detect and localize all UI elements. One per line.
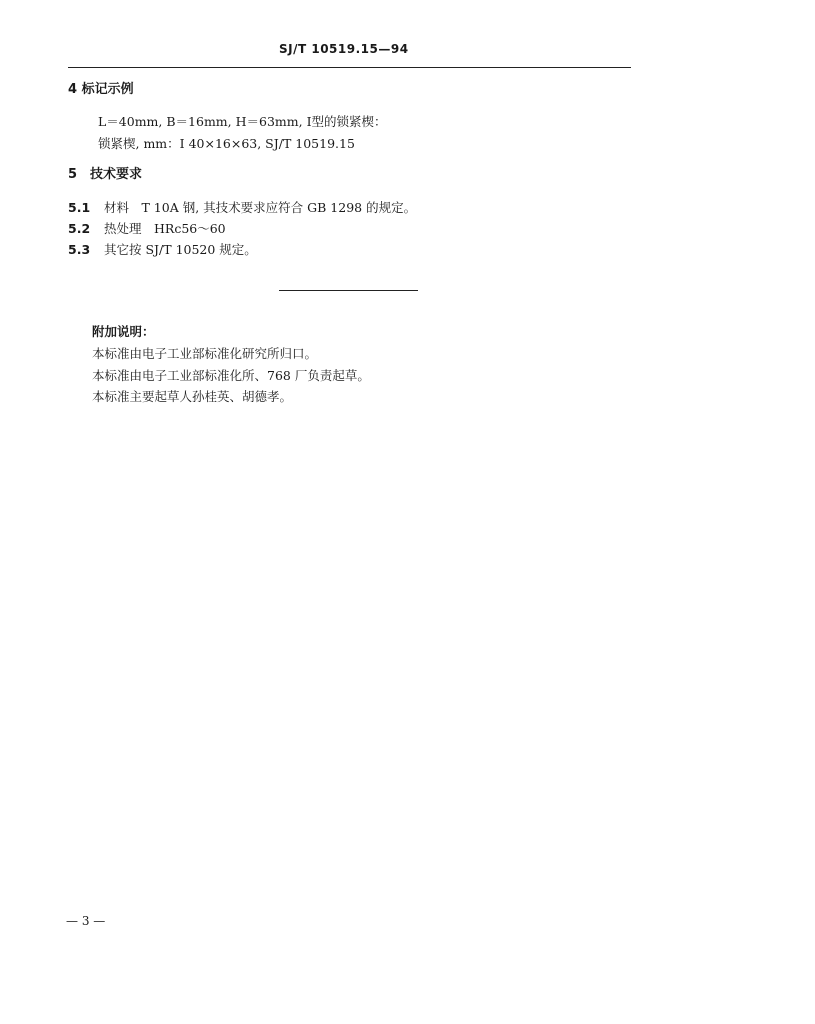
marking-example-line-1: L＝40mm, B＝16mm, H＝63mm, Ⅰ型的锁紧楔：	[98, 114, 387, 129]
requirement-item	[68, 218, 226, 237]
requirement-number: 5.2	[68, 221, 91, 236]
requirement-item	[68, 197, 416, 216]
notes-line: 本标准主要起草人孙桂英、胡德孝。	[92, 389, 293, 404]
section-4-title: 4 标记示例	[68, 82, 134, 97]
page-number: — 3 —	[66, 914, 106, 928]
requirement-number: 5.3	[68, 242, 91, 257]
requirement-text: 热处理 HRc56～60	[104, 221, 226, 236]
notes-line: 本标准由电子工业部标准化研究所归口。	[92, 346, 318, 361]
section-5-title: 5 技术要求	[68, 167, 143, 182]
requirement-text: 其它按 SJ/T 10520 规定。	[104, 242, 257, 257]
notes-line: 本标准由电子工业部标准化所、768 厂负责起草。	[92, 368, 370, 383]
requirement-text: 材料 T 10A 钢, 其技术要求应符合 GB 1298 的规定。	[104, 200, 417, 215]
standard-code: SJ/T 10519.15—94	[279, 42, 409, 56]
section-divider	[279, 290, 418, 291]
notes-title: 附加说明：	[92, 324, 155, 339]
requirement-number: 5.1	[68, 200, 91, 215]
header-rule	[68, 67, 631, 68]
requirement-item	[68, 239, 257, 258]
marking-example-line-2: 锁紧楔, mm：Ⅰ 40×16×63, SJ/T 10519.15	[98, 136, 355, 151]
